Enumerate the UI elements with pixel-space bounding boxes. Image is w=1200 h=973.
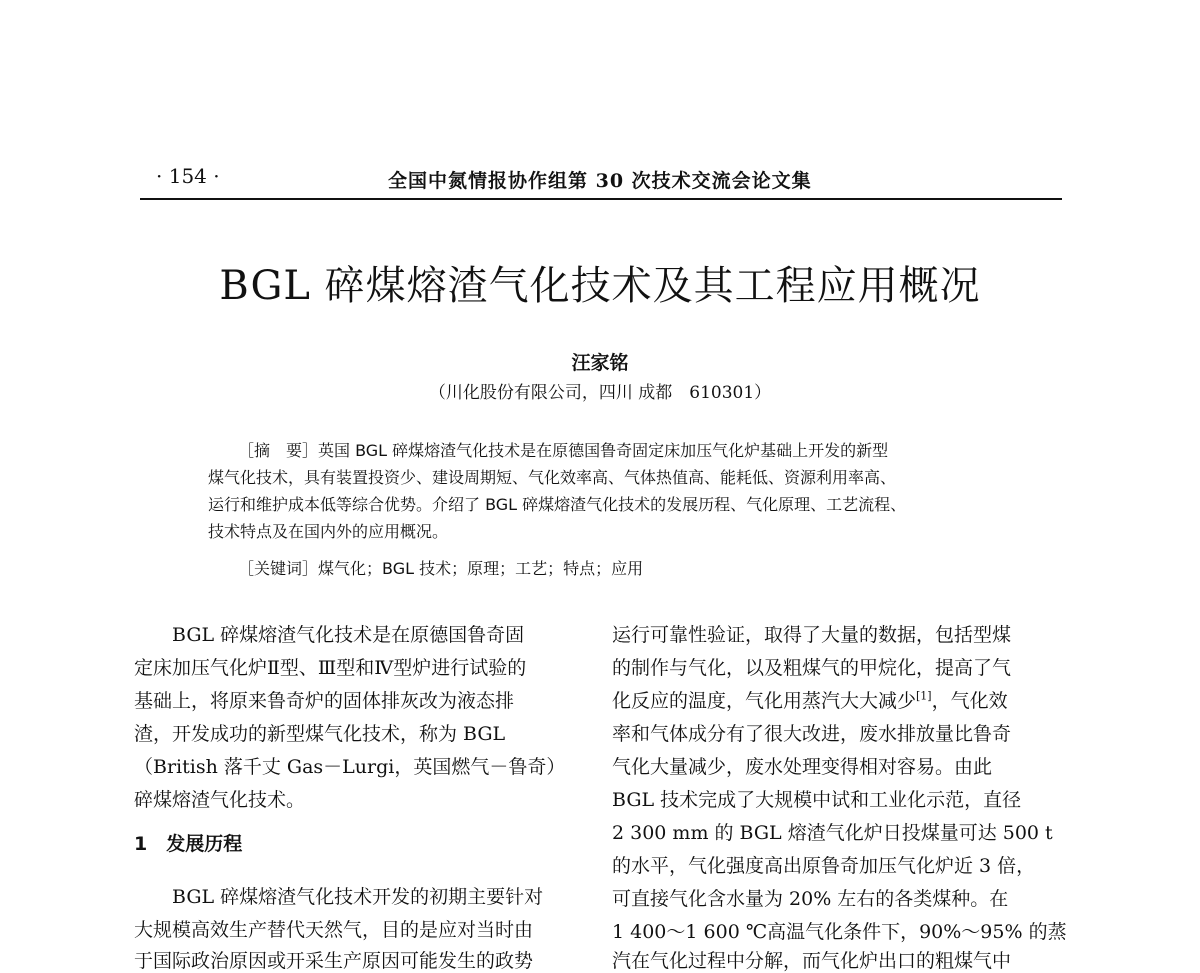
body-line: BGL 技术完成了大规模中试和工业化示范，直径: [612, 789, 1022, 811]
abstract-line: 技术特点及在国内外的应用概况。: [208, 522, 449, 541]
paper-title: BGL 碎煤熔渣气化技术及其工程应用概况: [219, 263, 981, 309]
body-line: 大规模高效生产替代天然气，目的是应对当时由: [134, 919, 534, 941]
body-line: （British 落千丈 Gas－Lurgi，英国燃气－鲁奇）: [134, 756, 566, 778]
body-line: 汽在气化过程中分解，而气化炉出口的粗煤气中: [612, 950, 1012, 972]
abstract-line: ［摘 要］英国 BGL 碎煤熔渣气化技术是在原德国鲁奇固定床加压气化炉基础上开发的新型: [238, 441, 889, 460]
citation-ref: [1]: [916, 689, 932, 703]
page-number: · 154 ·: [156, 164, 220, 188]
body-line: [612, 686, 1008, 713]
body-line: 碎煤熔渣气化技术。: [134, 789, 306, 811]
running-header-title: 全国中氮情报协作组第 30 次技术交流会论文集: [388, 170, 812, 192]
body-line: 的水平，气化强度高出原鲁奇加压气化炉近 3 倍，: [612, 855, 1036, 877]
body-line: 运行可靠性验证，取得了大量的数据，包括型煤: [612, 624, 1012, 646]
abstract-line: 煤气化技术，具有装置投资少、建设周期短、气化效率高、气体热值高、能耗低、资源利用率高、: [208, 468, 897, 487]
body-line-text: 化反应的温度，气化用蒸汽大大减少: [612, 690, 917, 712]
body-line: 渣，开发成功的新型煤气化技术，称为 BGL: [134, 723, 506, 745]
body-line: 于国际政治原因或开采生产原因可能发生的政势: [134, 950, 534, 972]
body-line: BGL 碎煤熔渣气化技术是在原德国鲁奇固: [134, 624, 525, 646]
abstract-line: 运行和维护成本低等综合优势。介绍了 BGL 碎煤熔渣气化技术的发展历程、气化原理、工艺流程、: [208, 495, 907, 514]
body-line: 2 300 mm 的 BGL 熔渣气化炉日投煤量可达 500 t: [612, 822, 1053, 844]
body-line: BGL 碎煤熔渣气化技术开发的初期主要针对: [134, 886, 544, 908]
keywords: ［关键词］煤气化；BGL 技术；原理；工艺；特点；应用: [238, 559, 644, 578]
body-line-text: ，气化效: [931, 690, 1008, 712]
body-line: 率和气体成分有了很大改进，废水排放量比鲁奇: [612, 723, 1012, 745]
body-line: 1 400～1 600 ℃高温气化条件下，90%～95% 的蒸: [612, 921, 1067, 943]
body-line: 可直接气化含水量为 20% 左右的各类煤种。在: [612, 888, 1009, 910]
section-heading: 1 发展历程: [134, 833, 243, 855]
author-affiliation: （川化股份有限公司，四川 成都 610301）: [428, 383, 772, 403]
body-line: 基础上，将原来鲁奇炉的固体排灰改为液态排: [134, 690, 515, 712]
body-line: 气化大量减少，废水处理变得相对容易。由此: [612, 756, 993, 778]
body-line: 的制作与气化，以及粗煤气的甲烷化，提高了气: [612, 657, 1012, 679]
body-line: 定床加压气化炉Ⅱ型、Ⅲ型和Ⅳ型炉进行试验的: [134, 657, 527, 679]
header-rule: [140, 198, 1062, 200]
author-name: 汪家铭: [571, 352, 629, 374]
